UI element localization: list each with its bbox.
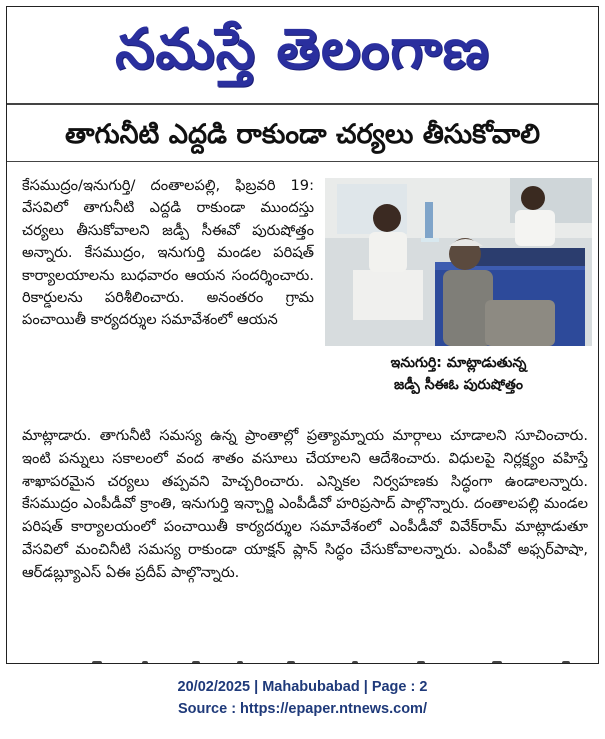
footer-source[interactable]: Source : https://epaper.ntnews.com/ xyxy=(178,701,427,717)
masthead xyxy=(7,7,598,99)
article-photo xyxy=(325,178,592,346)
caption-line: జడ్పీ సీఈఓ పురుషోత్తం xyxy=(394,377,523,393)
masthead-divider xyxy=(7,103,598,105)
footer xyxy=(0,676,605,720)
newspaper-logo: నమస్తే తెలంగాణ xyxy=(115,17,490,82)
headline-divider xyxy=(7,161,598,162)
footer-meta: 20/02/2025 | Mahabubabad | Page : 2 xyxy=(177,679,428,695)
news-clipping xyxy=(6,6,599,664)
photo-caption xyxy=(325,352,592,396)
article-paragraph: మాట్లాడారు. తాగునీటి సమస్య ఉన్న ప్రాంతాల్లో ప్రత్యామ్నాయ మార్గాలు చూడాలని సూచించారు. ఇంటి పన్నులు సకాలంలో వంద శాతం వసూలు చేయాలని ఆదేశించారు. విధులపై నిర్లక్ష్యం వహిస్తే శాఖాపరమైన చర్యలు తప్పవని హెచ్చరించారు. ఎన్నికల నిర్వహణకు సిద్ధంగా ఉండాలన్నారు. కేసముద్రం ఎంపీడీవో క్రాంతి, ఇనుగుర్తి ఇన్చార్జి ఎంపీడీవో హరిప్రసాద్ పాల్గొన్నారు. దంతాలపల్లి మండల పరిషత్ కార్యాలయంలో పంచాయితీ కార్యదర్శుల సమావేశంలో ఎంపీడీవో వివేక్‌రామ్ మాట్లాడుతూ వేసవిలో మంచినీటి సమస్య రాకుండా యాక్షన్ ప్లాన్ సిద్ధం చేసుకోవాలన్నారు. ఎంపీవో అఫ్సర్‌పాషా, ఆర్‌డబ్ల్యూఎస్ ఏఈ ప్రదీప్ పాల్గొన్నారు. xyxy=(22,427,588,581)
article-body-full xyxy=(22,425,588,585)
caption-line: ఇనుగుర్తి: మాట్లాడుతున్న xyxy=(390,355,527,371)
next-article-cutoff xyxy=(22,653,588,663)
article-headline: తాగునీటి ఎద్దడి రాకుండా చర్యలు తీసుకోవాలి xyxy=(64,119,541,150)
article-body-column xyxy=(22,175,314,332)
article-paragraph: కేసముద్రం/ఇనుగుర్తి/ దంతాలపల్లి, ఫిబ్రవరి 19: వేసవిలో తాగునీటి ఎద్దడి రాకుండా ముందస్తు చర్యలు తీసుకోవాలని జడ్పీ సీఈవో పురుషోత్తం అన్నారు. కేసముద్రం, ఇనుగుర్తి మండల పరిషత్ కార్యాలయాలను బుధవారం ఆయన సందర్శించారు. రికార్డులను పరిశీలించారు. అనంతరం గ్రామ పంచాయితీ కార్యదర్శుల సమావేశంలో ఆయన xyxy=(22,177,314,329)
